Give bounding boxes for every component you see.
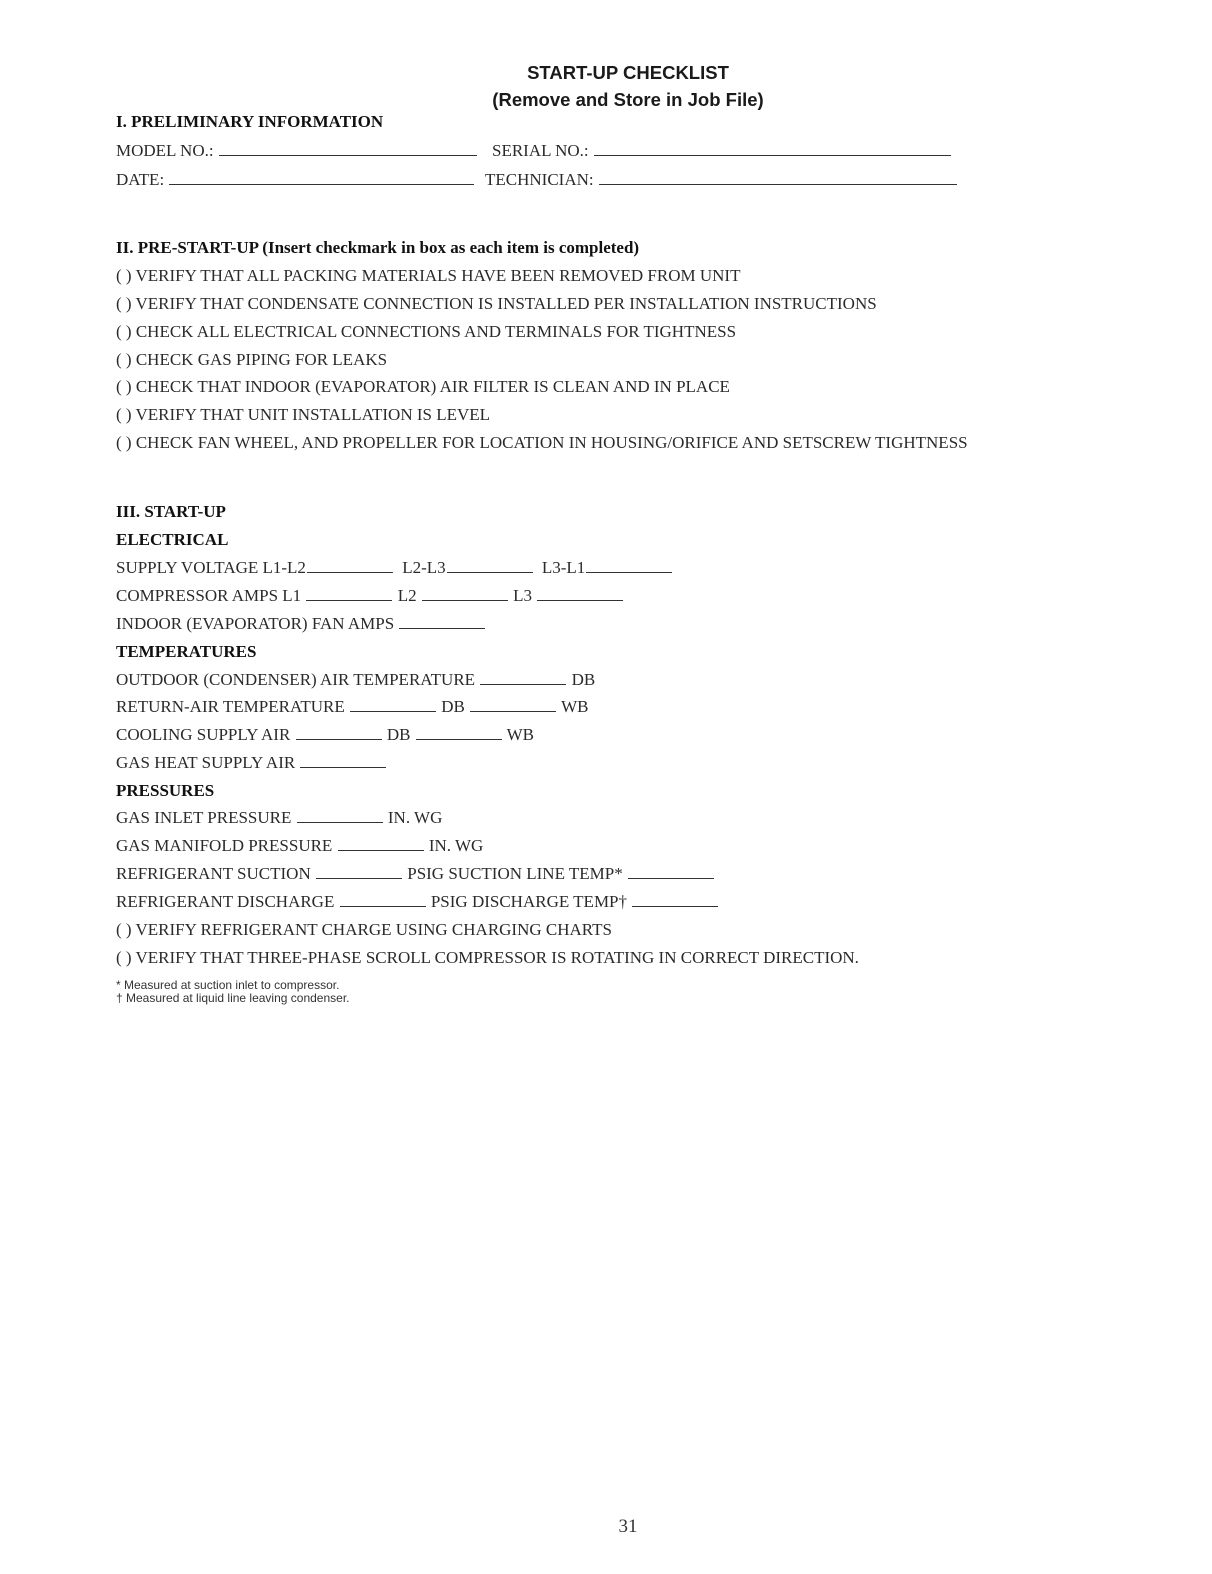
gas-inlet-blank[interactable] (297, 820, 383, 823)
l3-l1-label: L3-L1 (541, 558, 586, 577)
prestart-item[interactable]: ( ) VERIFY THAT CONDENSATE CONNECTION IS INSTALLED PER INSTALLATION INSTRUCTIONS (116, 294, 877, 313)
ref-discharge-blank[interactable] (340, 904, 426, 907)
serial-field[interactable] (492, 141, 952, 161)
pressures-heading: PRESSURES (116, 781, 215, 800)
db-label: DB (571, 670, 596, 689)
ref-suction-blank[interactable] (316, 876, 402, 879)
gas-inlet-row (116, 808, 442, 828)
return-db-blank[interactable] (350, 709, 436, 712)
cooling-wb-blank[interactable] (416, 737, 502, 740)
prestart-item[interactable]: ( ) CHECK GAS PIPING FOR LEAKS (116, 350, 388, 369)
l1-l2-blank[interactable] (307, 570, 393, 573)
in-wg-label: IN. WG (387, 808, 443, 827)
supply-voltage-row (116, 558, 673, 578)
technician-blank[interactable] (599, 182, 957, 185)
suction-temp-blank[interactable] (628, 876, 714, 879)
cooling-supply-row (116, 725, 534, 745)
model-label: MODEL NO.: (116, 141, 214, 160)
footnote-discharge: † Measured at liquid line leaving condenser. (116, 991, 350, 1005)
compressor-amps-row (116, 586, 624, 606)
gas-manifold-label: GAS MANIFOLD PRESSURE (116, 836, 333, 855)
db-label: DB (441, 697, 465, 716)
in-wg-label: IN. WG (428, 836, 484, 855)
prestart-item[interactable]: ( ) CHECK ALL ELECTRICAL CONNECTIONS AND TERMINALS FOR TIGHTNESS (116, 322, 737, 341)
gas-manifold-row (116, 836, 483, 856)
gas-manifold-blank[interactable] (338, 848, 424, 851)
comp-l3-blank[interactable] (537, 598, 623, 601)
supply-voltage-label: SUPPLY VOLTAGE L1-L2 (116, 558, 306, 577)
footnote-suction: * Measured at suction inlet to compressor. (116, 978, 340, 992)
prestart-item[interactable]: ( ) CHECK THAT INDOOR (EVAPORATOR) AIR FILTER IS CLEAN AND IN PLACE (116, 377, 730, 396)
l2-l3-label: L2-L3 (402, 558, 446, 577)
date-field[interactable] (116, 170, 475, 190)
section-2-heading: II. PRE-START-UP (Insert checkmark in box as each item is completed) (116, 238, 640, 257)
ref-discharge-row (116, 892, 719, 912)
psig-suction-temp-label: PSIG SUCTION LINE TEMP* (407, 864, 623, 883)
serial-blank[interactable] (594, 153, 951, 156)
ref-suction-label: REFRIGERANT SUCTION (116, 864, 311, 883)
return-air-label: RETURN-AIR TEMPERATURE (116, 697, 345, 716)
prestart-item[interactable]: ( ) VERIFY THAT ALL PACKING MATERIALS HAVE BEEN REMOVED FROM UNIT (116, 266, 741, 285)
section-3-heading: III. START-UP (116, 502, 226, 521)
prestart-item[interactable]: ( ) VERIFY THAT UNIT INSTALLATION IS LEVEL (116, 405, 491, 424)
cooling-db-blank[interactable] (296, 737, 382, 740)
startup-check-item[interactable]: ( ) VERIFY REFRIGERANT CHARGE USING CHARGING CHARTS (116, 920, 612, 939)
psig-discharge-temp-label: PSIG DISCHARGE TEMP† (430, 892, 628, 911)
wb-label: WB (506, 725, 535, 744)
technician-label: TECHNICIAN: (485, 170, 594, 189)
wb-label: WB (561, 697, 589, 716)
section-1-heading: I. PRELIMINARY INFORMATION (116, 112, 384, 131)
model-field[interactable] (116, 141, 478, 161)
gas-inlet-label: GAS INLET PRESSURE (116, 808, 292, 827)
db-label: DB (386, 725, 411, 744)
ref-discharge-label: REFRIGERANT DISCHARGE (116, 892, 335, 911)
comp-l1-blank[interactable] (306, 598, 392, 601)
return-air-row (116, 697, 588, 717)
page-subtitle: (Remove and Store in Job File) (492, 89, 764, 110)
indoor-fan-row (116, 614, 486, 634)
outdoor-temp-label: OUTDOOR (CONDENSER) AIR TEMPERATURE (116, 670, 476, 689)
temperatures-heading: TEMPERATURES (116, 642, 257, 661)
serial-label: SERIAL NO.: (492, 141, 589, 160)
gas-heat-row (116, 753, 387, 773)
date-label: DATE: (116, 170, 165, 189)
compressor-amps-label: COMPRESSOR AMPS L1 (116, 586, 302, 605)
model-blank[interactable] (219, 153, 477, 156)
return-wb-blank[interactable] (470, 709, 556, 712)
page-title: START-UP CHECKLIST (527, 62, 729, 83)
date-blank[interactable] (169, 182, 474, 185)
technician-field[interactable] (485, 170, 958, 190)
comp-l2-blank[interactable] (422, 598, 508, 601)
comp-l3-label: L3 (513, 586, 532, 605)
prestart-item[interactable]: ( ) CHECK FAN WHEEL, AND PROPELLER FOR LOCATION IN HOUSING/ORIFICE AND SETSCREW TIGHTNESS (116, 433, 968, 452)
startup-check-item[interactable]: ( ) VERIFY THAT THREE-PHASE SCROLL COMPRESSOR IS ROTATING IN CORRECT DIRECTION. (116, 948, 859, 967)
indoor-fan-blank[interactable] (399, 626, 485, 629)
indoor-fan-label: INDOOR (EVAPORATOR) FAN AMPS (116, 614, 395, 633)
page-number: 31 (618, 1516, 638, 1537)
electrical-heading: ELECTRICAL (116, 530, 229, 549)
l3-l1-blank[interactable] (586, 570, 672, 573)
outdoor-temp-row (116, 670, 595, 690)
outdoor-db-blank[interactable] (480, 682, 566, 685)
ref-suction-row (116, 864, 715, 884)
l2-l3-blank[interactable] (447, 570, 533, 573)
gas-heat-label: GAS HEAT SUPPLY AIR (116, 753, 296, 772)
cooling-supply-label: COOLING SUPPLY AIR (116, 725, 291, 744)
gas-heat-blank[interactable] (300, 765, 386, 768)
discharge-temp-blank[interactable] (632, 904, 718, 907)
comp-l2-label: L2 (397, 586, 417, 605)
